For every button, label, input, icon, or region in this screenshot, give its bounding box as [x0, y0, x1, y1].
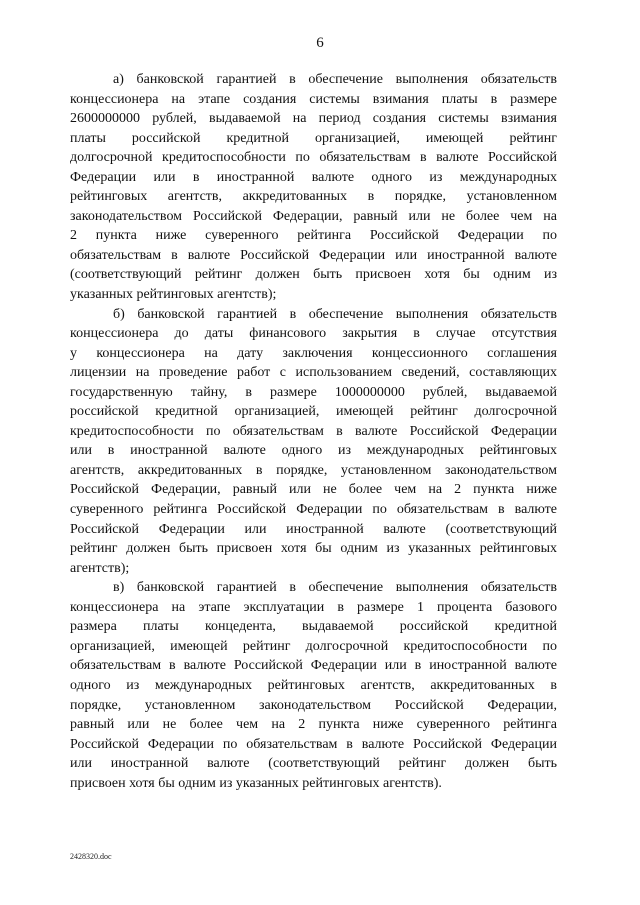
paragraph-3 — [70, 578, 557, 793]
text-line: законодательством Российской Федерации, равный или не более чем на — [70, 208, 557, 224]
text-line: 2600000000 рублей, выдаваемой на период создания системы взимания — [70, 111, 557, 127]
text-line: российской кредитной организацией, имеющей рейтинг долгосрочной — [70, 404, 557, 420]
paragraph-2 — [70, 305, 557, 579]
text-line: в) банковской гарантией в обеспечение выполнения обязательств — [113, 580, 557, 596]
text-line: Российской Федерации, равный или не более чем на 2 пункта ниже — [70, 482, 557, 498]
text-line: а) банковской гарантией в обеспечение выполнения обязательств — [113, 72, 557, 87]
text-line: указанных рейтинговых агентств); — [70, 287, 277, 303]
document-body — [70, 70, 557, 793]
text-line: платы российской кредитной организацией, имеющей рейтинг — [70, 130, 557, 146]
text-line: (соответствующий рейтинг должен быть присвоен хотя бы одним из — [70, 267, 557, 283]
text-line: или в иностранной валюте одного из международных рейтинговых — [70, 443, 557, 459]
text-line: кредитоспособности по обязательствам в валюте Российской Федерации — [70, 423, 557, 439]
text-line: размера платы концедента, выдаваемой российской кредитной — [70, 619, 557, 635]
text-line: суверенного рейтинга Российской Федерации по обязательствам в валюте — [70, 502, 557, 518]
text-line: государственную тайну, в размере 1000000000 рублей, выдаваемой — [70, 384, 557, 400]
footer-filename: 2428320.doc — [70, 852, 112, 861]
text-line: обязательствам в валюте Российской Федерации или иностранной валюте — [70, 247, 557, 263]
text-line: б) банковской гарантией в обеспечение выполнения обязательств — [113, 306, 557, 322]
text-line: одного из международных рейтинговых агентств, аккредитованных в — [70, 677, 557, 693]
text-line: обязательствам в валюте Российской Федерации или в иностранной валюте — [70, 658, 557, 674]
text-line: концессионера на этапе создания системы взимания платы в размере — [70, 91, 557, 107]
text-line: равный или не более чем на 2 пункта ниже суверенного рейтинга — [70, 717, 557, 733]
text-line: Федерации или в иностранной валюте одного из международных — [70, 169, 557, 185]
text-line: лицензии на проведение работ с использованием сведений, составляющих — [70, 365, 557, 381]
page-number: 6 — [316, 35, 324, 51]
text-line: 2 пункта ниже суверенного рейтинга Российской Федерации по — [70, 228, 557, 244]
text-line: присвоен хотя бы одним из указанных рейтинговых агентств). — [70, 775, 442, 791]
text-line: рейтинг должен быть присвоен хотя бы одним из указанных рейтинговых — [70, 541, 557, 557]
text-line: долгосрочной кредитоспособности по обязательствам в валюте Российской — [70, 150, 557, 166]
text-line: агентств, аккредитованных в порядке, установленном законодательством — [70, 462, 557, 478]
text-line: концессионера до даты финансового закрытия в случае отсутствия — [70, 326, 557, 342]
text-line: у концессионера на дату заключения концессионного соглашения — [70, 345, 557, 361]
paragraph-1 — [70, 70, 557, 305]
text-line: организацией, имеющей рейтинг долгосрочной кредитоспособности по — [70, 638, 557, 654]
text-line: Российской Федерации по обязательствам в валюте Российской Федерации — [70, 736, 557, 752]
text-line: или иностранной валюте (соответствующий рейтинг должен быть — [70, 756, 557, 772]
text-line: агентств); — [70, 560, 130, 576]
text-line: рейтинговых агентств, аккредитованных в порядке, установленном — [70, 189, 557, 205]
text-line: порядке, установленном законодательством Российской Федерации, — [70, 697, 557, 713]
text-line: Российской Федерации или иностранной валюте (соответствующий — [70, 521, 557, 537]
text-line: концессионера на этапе эксплуатации в размере 1 процента базового — [70, 599, 557, 615]
